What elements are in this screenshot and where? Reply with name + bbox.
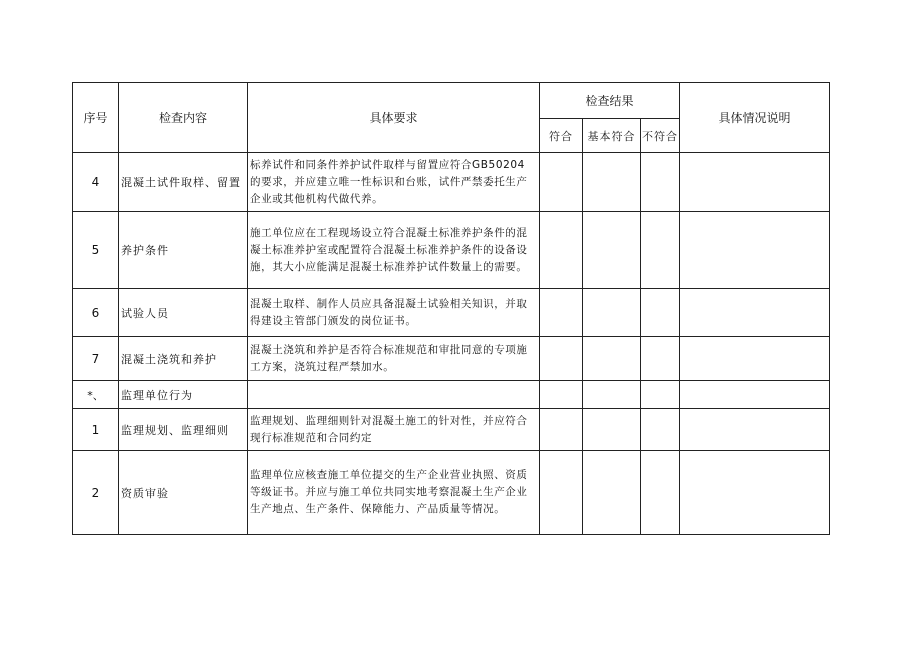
row-seq: 5 [73,212,119,289]
row-basic-conform-cell [583,337,641,381]
section-title: 监理单位行为 [119,381,248,409]
row-nonconform-cell [641,409,680,451]
row-conform-cell [540,451,583,535]
row-content: 监理规划、监理细则 [119,409,248,451]
row-basic-conform-cell [583,451,641,535]
header-seq: 序号 [73,83,119,153]
row-conform-cell [540,153,583,212]
row-basic-conform-cell [583,409,641,451]
row-content: 试验人员 [119,289,248,337]
row-basic-conform-cell [583,289,641,337]
row-content: 养护条件 [119,212,248,289]
row-nonconform-cell [641,451,680,535]
table-row [73,409,830,451]
row-conform-cell [540,212,583,289]
header-requirement: 具体要求 [248,83,540,153]
section-basic-conform-cell [583,381,641,409]
section-nonconform-cell [641,381,680,409]
inspection-table [72,82,830,535]
row-basic-conform-cell [583,212,641,289]
row-content: 混凝土试件取样、留置 [119,153,248,212]
table-row [73,337,830,381]
row-explanation-cell [680,451,830,535]
table-row [73,153,830,212]
section-seq: *、 [73,381,119,409]
row-requirement: 监理规划、监理细则针对混凝土施工的针对性，并应符合现行标准规范和合同约定 [248,409,540,451]
row-explanation-cell [680,337,830,381]
row-requirement: 混凝土浇筑和养护是否符合标准规范和审批同意的专项施工方案，浇筑过程严禁加水。 [248,337,540,381]
section-conform-cell [540,381,583,409]
row-content: 混凝土浇筑和养护 [119,337,248,381]
row-nonconform-cell [641,337,680,381]
row-explanation-cell [680,212,830,289]
row-requirement: 施工单位应在工程现场设立符合混凝土标准养护条件的混凝土标准养护室或配置符合混凝土标准养护条件的设备设施，其大小应能满足混凝土标准养护试件数量上的需要。 [248,212,540,289]
row-conform-cell [540,337,583,381]
row-conform-cell [540,289,583,337]
header-result: 检查结果 [540,83,680,119]
row-explanation-cell [680,409,830,451]
header-nonconform: 不符合 [641,119,680,153]
table-row [73,289,830,337]
row-explanation-cell [680,153,830,212]
section-explanation-cell [680,381,830,409]
header-conform: 符合 [540,119,583,153]
row-nonconform-cell [641,212,680,289]
header-basic-conform: 基本符合 [583,119,641,153]
section-row [73,381,830,409]
row-explanation-cell [680,289,830,337]
row-seq: 4 [73,153,119,212]
section-requirement-cell [248,381,540,409]
row-conform-cell [540,409,583,451]
row-content: 资质审验 [119,451,248,535]
table-row [73,212,830,289]
table-row [73,451,830,535]
row-seq: 6 [73,289,119,337]
row-seq: 1 [73,409,119,451]
row-nonconform-cell [641,289,680,337]
row-seq: 2 [73,451,119,535]
header-explanation: 具体情况说明 [680,83,830,153]
header-row [73,83,830,119]
row-nonconform-cell [641,153,680,212]
row-basic-conform-cell [583,153,641,212]
row-seq: 7 [73,337,119,381]
row-requirement: 监理单位应核查施工单位提交的生产企业营业执照、资质等级证书。并应与施工单位共同实地考察混凝土生产企业生产地点、生产条件、保障能力、产品质量等情况。 [248,451,540,535]
row-requirement: 混凝土取样、制作人员应具备混凝土试验相关知识，并取得建设主管部门颁发的岗位证书。 [248,289,540,337]
header-content: 检查内容 [119,83,248,153]
row-requirement: 标养试件和同条件养护试件取样与留置应符合GB50204的要求，并应建立唯一性标识和台账，试件严禁委托生产企业或其他机构代做代养。 [248,153,540,212]
